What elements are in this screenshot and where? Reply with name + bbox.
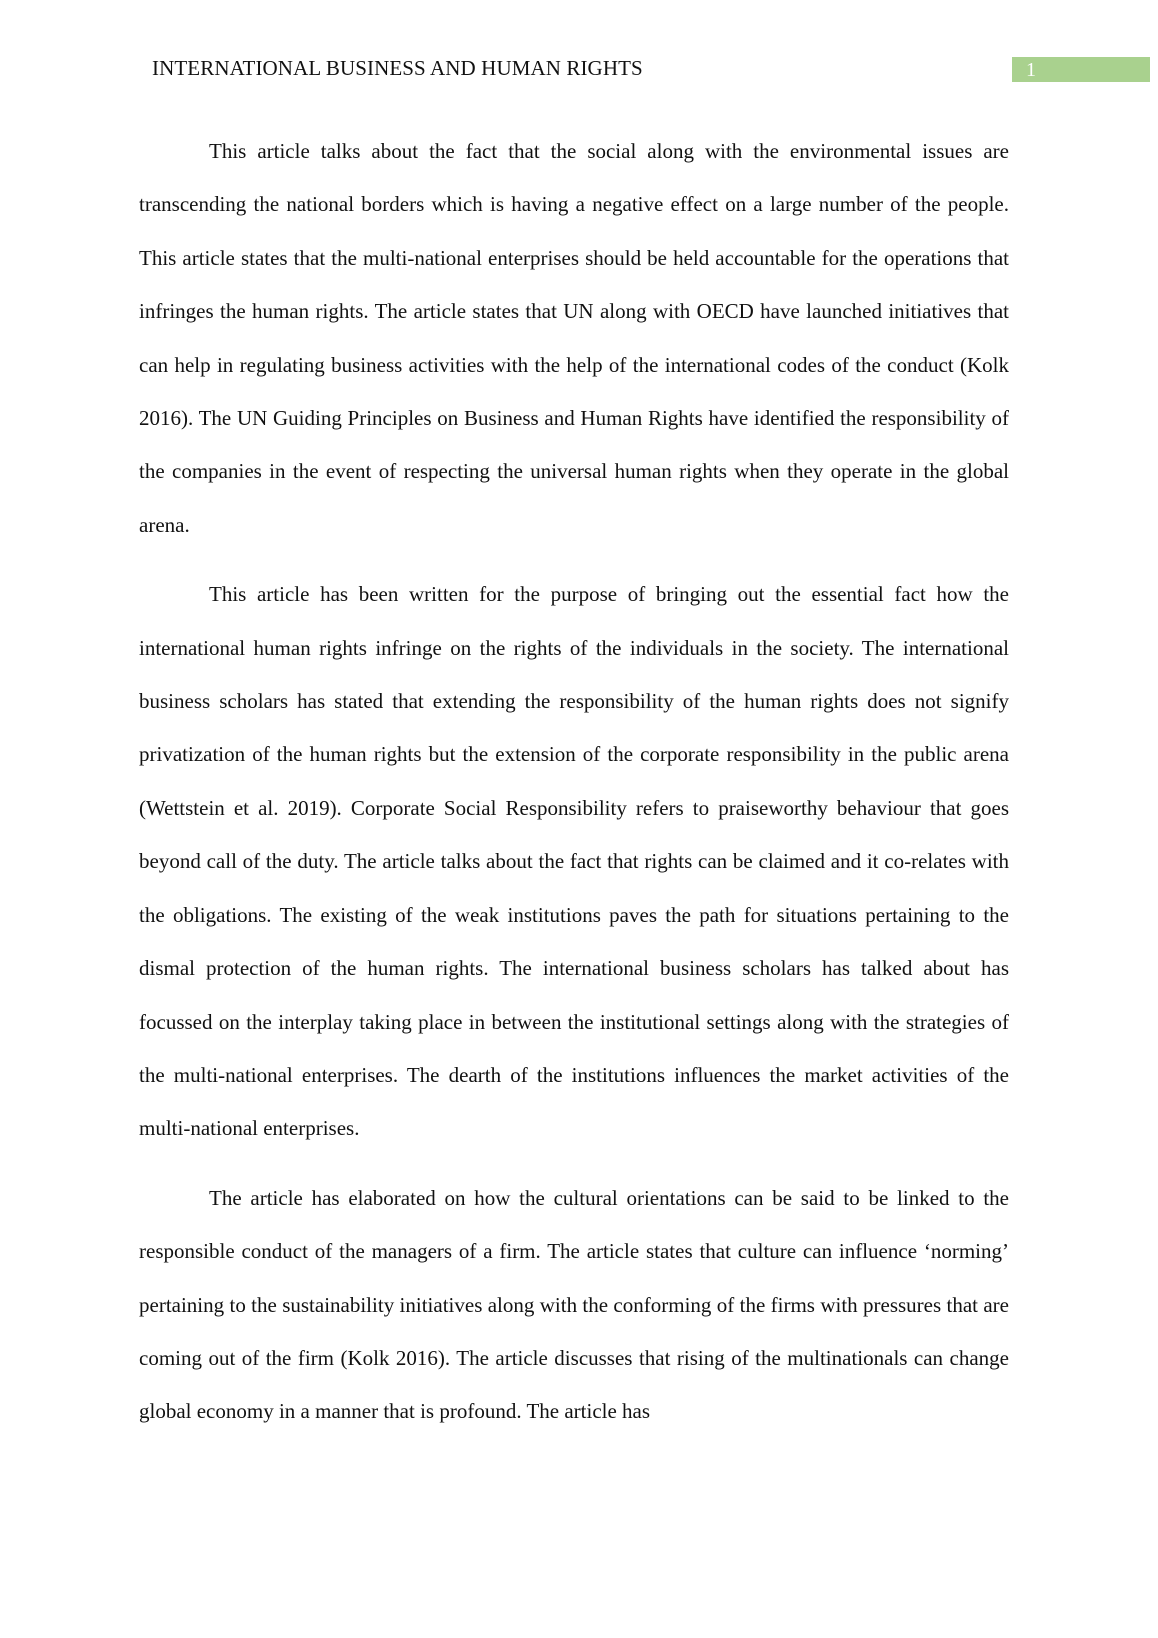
paragraph-3: The article has elaborated on how the cultural orientations can be said to be linked to the responsible conduct of the managers of a firm. The article states that culture can influence ‘norming’ pertaining to the sustainability initiatives along with the conforming of the firms with pressures that are coming out of the firm (Kolk 2016). The article discusses that rising of the multinationals can change global economy in a manner that is profound. The article has <box>139 1185 1009 1424</box>
running-header: INTERNATIONAL BUSINESS AND HUMAN RIGHTS <box>152 56 643 80</box>
page-number-badge <box>1012 57 1150 82</box>
paragraph-2: This article has been written for the purpose of bringing out the essential fact how the international human rights infringe on the rights of the individuals in the society. The international business scholars has stated that extending the responsibility of the human rights does not signify privatization of the human rights but the extension of the corporate responsibility in the public arena (Wettstein et al. 2019). Corporate Social Responsibility refers to praiseworthy behaviour that goes beyond call of the duty. The article talks about the fact that rights can be claimed and it co-relates with the obligations. The existing of the weak institutions paves the path for situations pertaining to the dismal protection of the human rights. The international business scholars has talked about has focussed on the interplay taking place in between the institutional settings along with the strategies of the multi-national enterprises. The dearth of the institutions influences the market activities of the multi-national enterprises. <box>139 582 1009 1141</box>
document-body <box>139 125 1009 1455</box>
paragraph-1: This article talks about the fact that the social along with the environmental issues are transcending the national borders which is having a negative effect on a large number of the people. This article states that the multi-national enterprises should be held accountable for the operations that infringes the human rights. The article states that UN along with OECD have launched initiatives that can help in regulating business activities with the help of the international codes of the conduct (Kolk 2016). The UN Guiding Principles on Business and Human Rights have identified the responsibility of the companies in the event of respecting the universal human rights when they operate in the global arena. <box>139 139 1009 537</box>
page-number: 1 <box>1026 59 1036 81</box>
